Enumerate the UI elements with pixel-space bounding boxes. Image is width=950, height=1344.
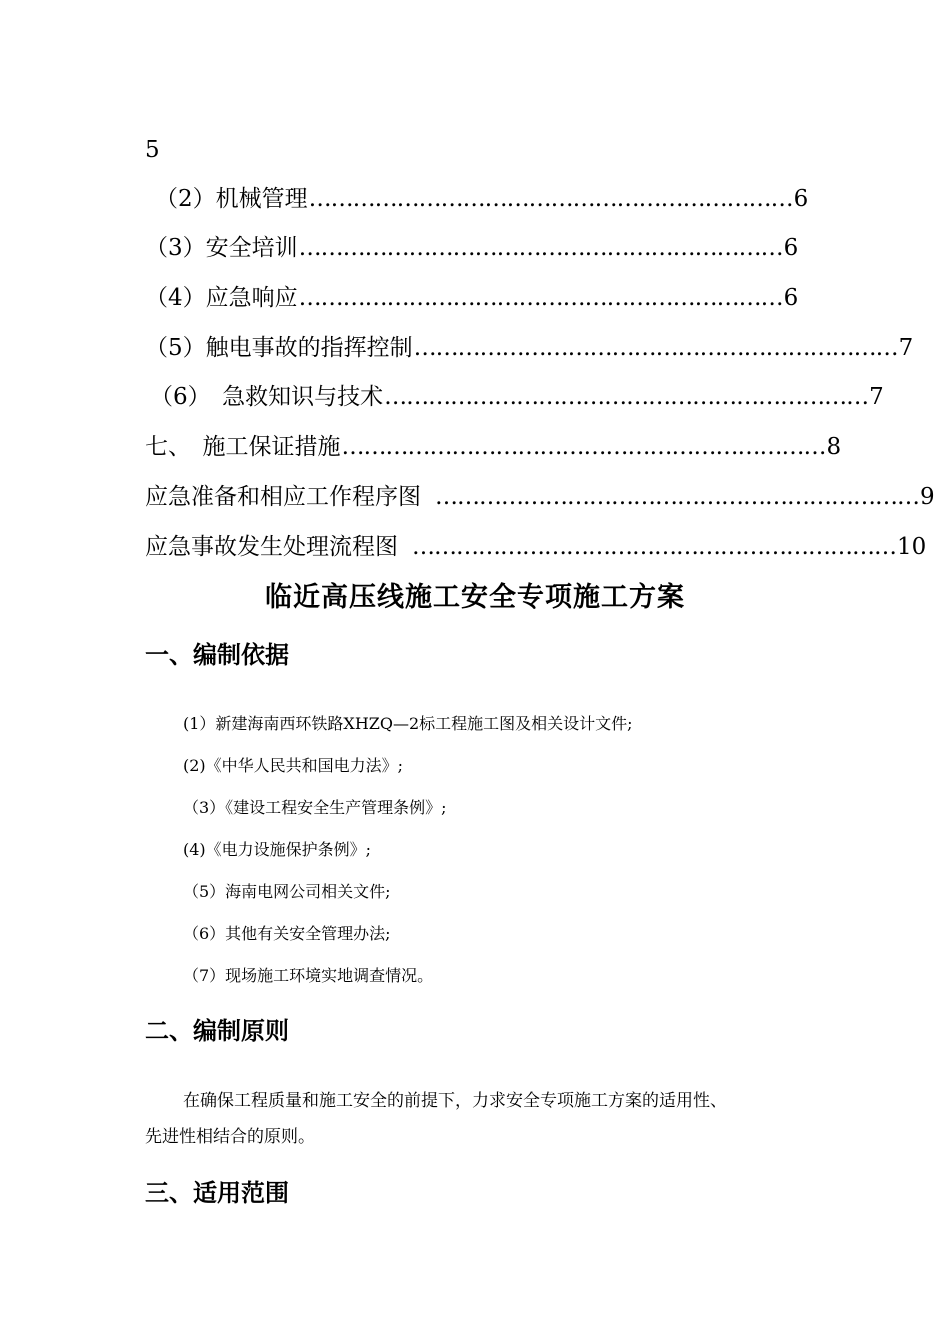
toc-entry-page: 9 (920, 484, 935, 510)
toc-dot-leader: ………………………………………………………… (298, 285, 783, 311)
toc-entry[interactable] (145, 484, 935, 510)
section-heading-principle: 二、编制原则 (145, 1016, 289, 1045)
toc-dot-leader: ………………………………………………………… (412, 534, 896, 560)
toc-entry-page: 7 (869, 384, 884, 410)
toc-entry-page: 6 (793, 186, 809, 212)
toc-entry-title: （3）安全培训 (145, 235, 298, 261)
toc-entry[interactable] (145, 285, 799, 311)
toc-entry-title: （4）应急响应 (145, 285, 298, 311)
reference-item: （6）其他有关安全管理办法; (183, 924, 391, 943)
reference-item: (4)《电力设施保护条例》; (183, 840, 372, 859)
toc-entry-page: 6 (783, 285, 799, 311)
toc-entry-page: 10 (897, 534, 927, 560)
section-heading-scope: 三、适用范围 (145, 1178, 289, 1207)
toc-entry-page: 6 (783, 235, 799, 261)
toc-entry-title: （5）触电事故的指挥控制 (145, 335, 413, 361)
toc-dot-leader: ………………………………………………………… (308, 186, 793, 212)
toc-entry-title: 七、 施工保证措施 (145, 434, 341, 460)
toc-dot-leader: ………………………………………………………… (298, 235, 783, 261)
toc-entry-title: 应急事故发生处理流程图 (145, 534, 398, 560)
reference-item: (1）新建海南西环铁路XHZQ—2标工程施工图及相关设计文件; (183, 714, 633, 733)
toc-dot-leader: ………………………………………………………… (413, 335, 898, 361)
toc-entry[interactable] (145, 335, 914, 361)
principle-paragraph-line: 先进性相结合的原则。 (145, 1127, 315, 1147)
toc-dot-leader: ………………………………………………………… (341, 434, 826, 460)
toc-entry[interactable] (155, 186, 809, 212)
principle-paragraph-line: 在确保工程质量和施工安全的前提下，力求安全专项施工方案的适用性、 (183, 1091, 727, 1111)
reference-item: （5）海南电网公司相关文件; (183, 882, 391, 901)
toc-entry[interactable] (145, 235, 799, 261)
toc-entry[interactable] (145, 434, 842, 460)
toc-entry-page: 8 (826, 434, 842, 460)
toc-entry-title: （2）机械管理 (155, 186, 308, 212)
toc-entry[interactable] (150, 384, 884, 410)
toc-entry-page: 7 (898, 335, 914, 361)
toc-continued-page-number: 5 (145, 137, 160, 163)
reference-item: (2)《中华人民共和国电力法》; (183, 756, 404, 775)
toc-dot-leader: ………………………………………………………… (384, 384, 869, 410)
toc-entry-title: 应急准备和相应工作程序图 (145, 484, 421, 510)
toc-dot-leader: ………………………………………………………… (435, 484, 919, 510)
document-title: 临近高压线施工安全专项施工方案 (265, 582, 685, 613)
reference-item: （7）现场施工环境实地调查情况。 (183, 966, 434, 985)
section-heading-basis: 一、编制依据 (145, 640, 289, 669)
toc-entry[interactable] (145, 534, 927, 560)
toc-entry-title: （6） 急救知识与技术 (150, 384, 384, 410)
reference-item: （3）《建设工程安全生产管理条例》; (183, 798, 447, 817)
